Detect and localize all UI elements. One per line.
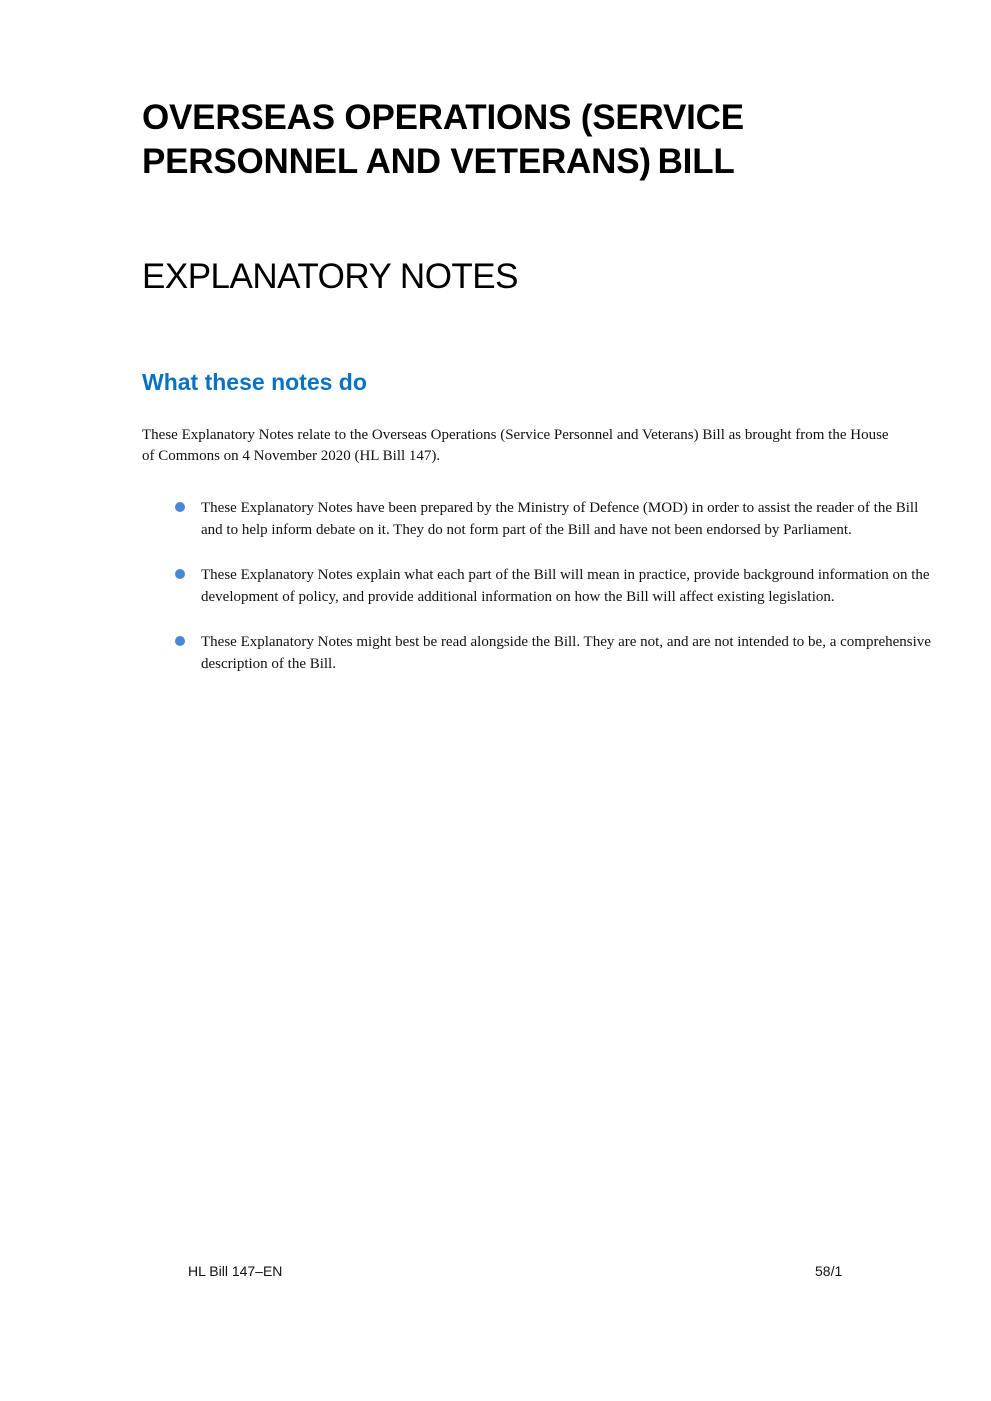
footer-page-code: 58/1 <box>815 1263 843 1279</box>
list-item-text: These Explanatory Notes might best be read alongside the Bill. They are not, and are not intended to be, a comprehensive description of the Bill. <box>201 634 931 672</box>
footer-bill-reference: HL Bill 147–EN <box>188 1263 283 1279</box>
document-title-line-2: PERSONNEL AND VETERANS) BILL <box>142 142 735 181</box>
intro-paragraph: These Explanatory Notes relate to the Overseas Operations (Service Personnel and Veterans) Bill as brought from the House of Commons on 4 November 2020 (HL Bill 147). <box>142 427 889 464</box>
bullet-dot-icon <box>175 569 185 579</box>
list-item <box>142 564 932 608</box>
document-title <box>142 96 862 184</box>
document-subtitle: EXPLANATORY NOTES <box>142 257 518 296</box>
list-item <box>142 631 932 675</box>
bullet-list <box>142 497 932 698</box>
bullet-dot-icon <box>175 636 185 646</box>
section-heading: What these notes do <box>142 369 367 395</box>
list-item-text: These Explanatory Notes have been prepared by the Ministry of Defence (MOD) in order to assist the reader of the Bill and to help inform debate on it. They do not form part of the Bill and have not been endorsed by Parliament. <box>201 500 919 538</box>
list-item-text: These Explanatory Notes explain what each part of the Bill will mean in practice, provide background information on the development of policy, and provide additional information on how the Bill will affect existing legislation. <box>201 567 930 605</box>
bullet-dot-icon <box>175 502 185 512</box>
document-title-line-1: OVERSEAS OPERATIONS (SERVICE <box>142 98 744 137</box>
list-item <box>142 497 932 541</box>
